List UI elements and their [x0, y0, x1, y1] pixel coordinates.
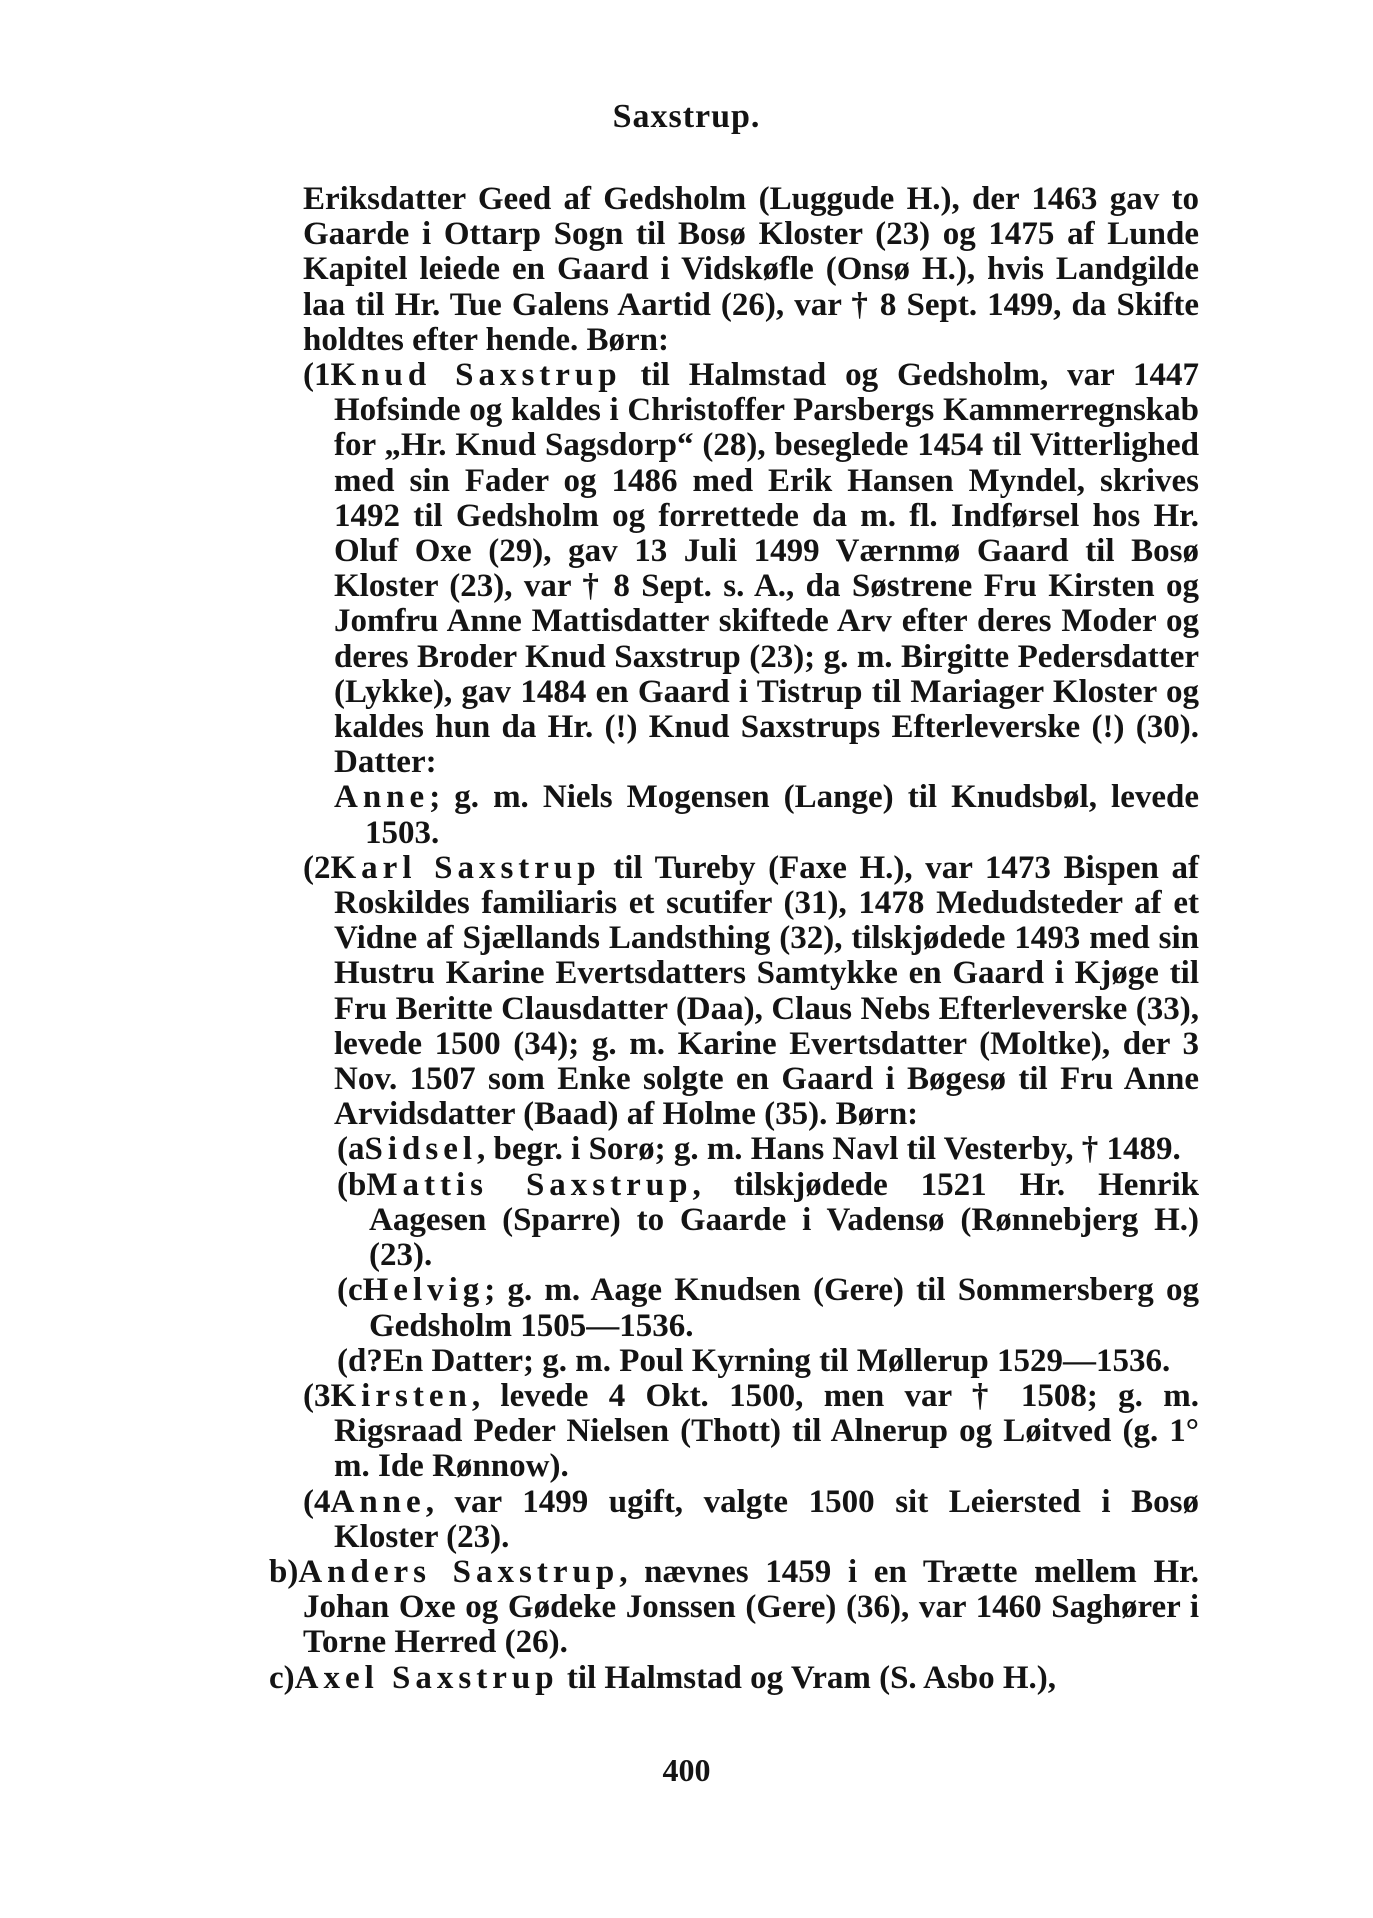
running-title: Saxstrup. [612, 98, 761, 135]
entry-karl [303, 851, 1199, 1133]
entry-text: , var 1499 ugift, valgte 1500 sit Leiersted i Bosø Kloster (23). [334, 1483, 1199, 1555]
entry-text: , nævnes 1459 i en Trætte mellem Hr. Johan Oxe og Gødeke Jonssen (Gere) (36), var 1460 Saghører i Torne Herred (26). [303, 1553, 1199, 1661]
entry-text: til Halmstad og Vram (S. Asbo H.), [558, 1659, 1057, 1696]
entry-name: Axel Saxstrup [294, 1659, 559, 1696]
page-number: 400 [662, 1752, 711, 1788]
entry-marker: (b [337, 1166, 367, 1203]
entry-text: , levede 4 Okt. 1500, men var † 1508; g. m. Rigsraad Peder Nielsen (Thott) til Alnerup og Løitved (g. 1° m. Ide Rønnow). [334, 1377, 1199, 1485]
entry-text: , tilskjødede 1521 Hr. Henrik Aagesen (Sparre) to Gaarde i Vadensø (Rønnebjerg H.) (23). [369, 1166, 1199, 1274]
entry-marker: (2 [303, 849, 331, 886]
entry-name: Sidsel [364, 1131, 478, 1168]
entry-knud [303, 358, 1199, 780]
entry-text: , begr. i Sorø; g. m. Hans Navl til Vesterby, † 1489. [477, 1131, 1181, 1168]
entry-name: Karl Saxstrup [330, 849, 601, 886]
entry-name: Knud Saxstrup [330, 357, 622, 394]
entry-marker: (3 [303, 1377, 331, 1414]
entry-marker: (a [337, 1131, 365, 1168]
entry-marker: c) [269, 1659, 295, 1696]
entry-anne-knud [303, 780, 1199, 850]
entry-text: til Halmstad og Gedsholm, var 1447 Hofsinde og kaldes i Christoffer Parsbergs Kammerregnskab for „Hr. Knud Sagsdorp“ (28), beseglede 1454 til Vitterlighed med sin Fader og 1486 med Erik Hansen Myndel, skrives 1492 til Gedsholm og forrettede da m. fl. Indførsel hos Hr. Oluf Oxe (29), gav 13 Juli 1499 Værnmø Gaard til Bosø Kloster (23), var † 8 Sept. s. A., da Søstrene Fru Kirsten og Jomfru Anne Mattisdatter skiftede Arv efter deres Moder og deres Broder Knud Saxstrup (23); g. m. Birgitte Pedersdatter (Lykke), gav 1484 en Gaard i Tistrup til Mariager Kloster og kaldes hun da Hr. (!) Knud Saxstrups Efterleverske (!) (30). Datter: [334, 357, 1199, 781]
entry-marker: (4 [303, 1483, 331, 1520]
entry-helvig [303, 1273, 1199, 1343]
entry-mattis [303, 1168, 1199, 1274]
entry-intro [303, 182, 1199, 358]
entry-name: Helvig [362, 1272, 485, 1309]
entry-anne [303, 1485, 1199, 1555]
entry-text: ; g. m. Aage Knudsen (Gere) til Sommersberg og Gedsholm 1505—1536. [369, 1272, 1199, 1344]
entry-text: til Tureby (Faxe H.), var 1473 Bispen af Roskildes familiaris et scutifer (31), 1478 Medudsteder af et Vidne af Sjællands Landsthing (32), tilskjødede 1493 med sin Hustru Karine Evertsdatters Samtykke en Gaard i Kjøge til Fru Beritte Clausdatter (Daa), Claus Nebs Efterleverske (33), levede 1500 (34); g. m. Karine Evertsdatter (Moltke), der 3 Nov. 1507 som Enke solgte en Gaard i Bøgesø til Fru Anne Arvidsdatter (Baad) af Holme (35). Børn: [334, 849, 1199, 1133]
page-body [269, 181, 1199, 1696]
entry-name: Anders Saxstrup [298, 1553, 620, 1590]
entry-name: Anne [334, 779, 430, 816]
entry-marker: (c [337, 1272, 363, 1309]
entry-name: Kirsten [330, 1377, 472, 1414]
entry-marker: b) [269, 1553, 299, 1590]
entry-marker: (1 [303, 357, 331, 394]
entry-axel [269, 1659, 1199, 1696]
entry-text: ?En Datter; g. m. Poul Kyrning til Møllerup 1529—1536. [366, 1342, 1171, 1379]
entry-anders [269, 1553, 1199, 1661]
entry-marker: (d [337, 1342, 367, 1379]
entry-text: ; g. m. Niels Mogensen (Lange) til Knudsbøl, levede 1503. [365, 779, 1199, 851]
entry-datter [303, 1344, 1199, 1379]
entry-name: Anne [330, 1483, 426, 1520]
entry-text: Eriksdatter Geed af Gedsholm (Luggude H.), der 1463 gav to Gaarde i Ottarp Sogn til Bosø Kloster (23) og 1475 af Lunde Kapitel leiede en Gaard i Vidskøfle (Onsø H.), hvis Landgilde laa til Hr. Tue Galens Aartid (26), var † 8 Sept. 1499, da Skifte holdtes efter hende. Børn: [303, 181, 1199, 358]
entry-sidsel [303, 1132, 1199, 1167]
entry-kirsten [303, 1379, 1199, 1485]
entry-name: Mattis Saxstrup [366, 1166, 693, 1203]
